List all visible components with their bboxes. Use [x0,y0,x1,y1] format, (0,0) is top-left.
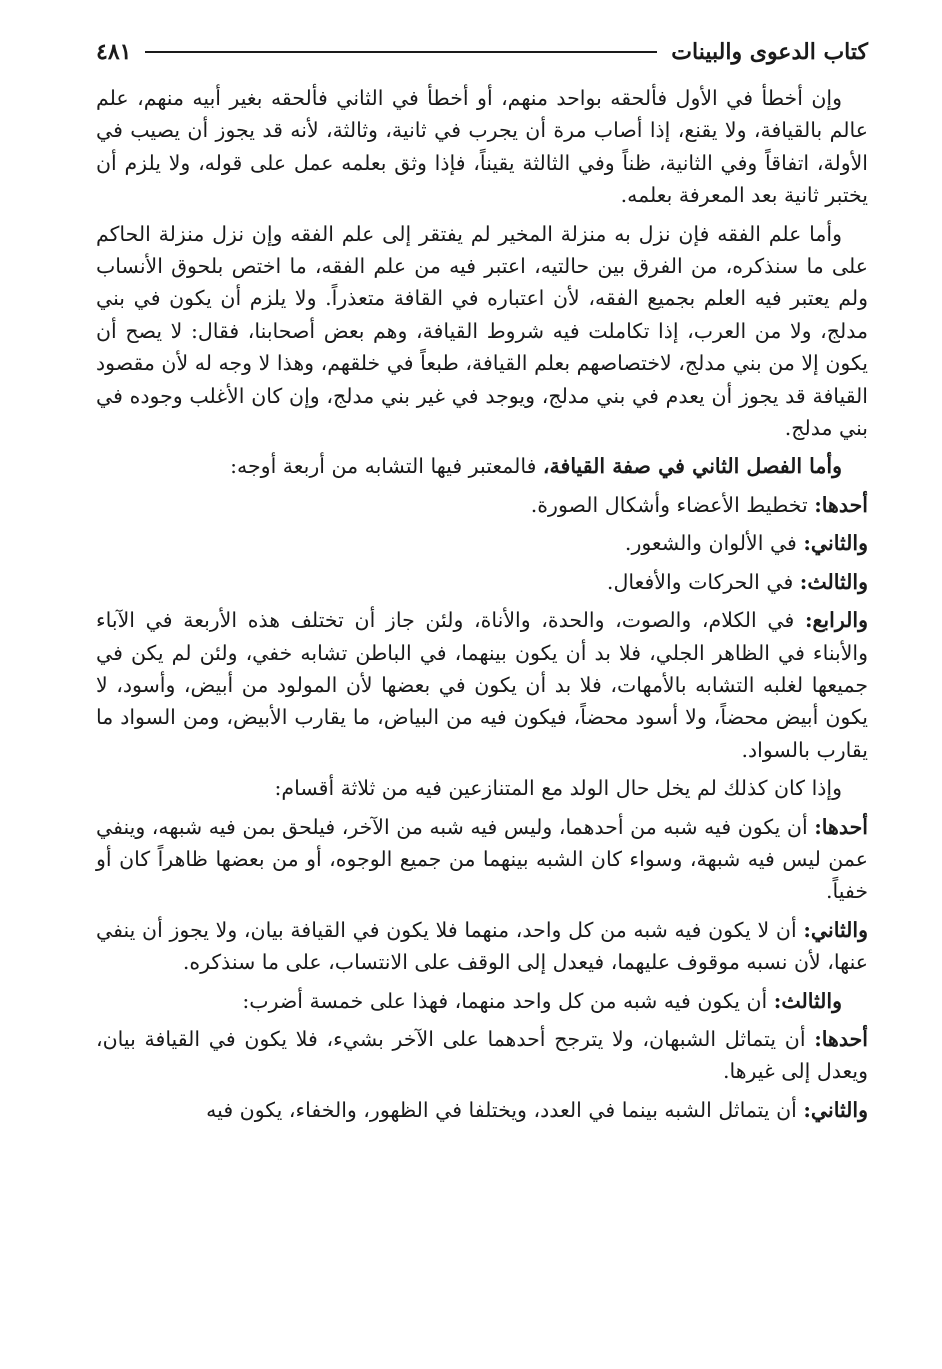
list-item: والثاني: أن يتماثل الشبه بينما في العدد، ويختلفا في الظهور، والخفاء، يكون فيه [206,1097,868,1122]
list-item: أحدها: أن يكون فيه شبه من أحدهما، وليس فيه شبه من الآخر، فيلحق بمن فيه شبهه، وينفي عمن ليس فيه شبهة، وسواء كان الشبه بينهما من جميع الوجوه، أو من بعضها ظاهراً كان أو خفياً. [96,814,868,904]
header-rule [145,51,657,53]
paragraph: وإن أخطأ في الأول فألحقه بواحد منهم، أو أخطأ في الثاني فألحقه بغير أبيه منهم، علم عالم بالقيافة، ولا يقنع، إذا أصاب مرة أن يجرب في ثانية، وثالثة، لأنه قد يجوز أن يصيب في الأولة، اتفاقاً وفي الثانية، ظناً وفي الثالثة يقيناً، فإذا وثق بعلمه عمل على قوله، ولا يلزم أن يختبر ثانية بعد المعرفة بعلمه. [96,86,868,208]
list-item: والرابع: في الكلام، والصوت، والحدة، والأناة، ولئن جاز أن تختلف هذه الأربعة في الآباء والأبناء في الظاهر الجلي، فلا بد أن يكون بينهما، في الباطن تشابه خفي، ولئن لم يكن في جميعها لغلبه التشابه بالأمهات، فلا بد أن يكون في بعضها لأن المولود من أبيض، وأسود، لا يكون أبيض محضاً، ولا أسود محضاً، فيكون فيه من البياض، ما يقارب الأبيض، ومن السواد ما يقارب بالسواد. [96,608,868,762]
list-item: والثالث: أن يكون فيه شبه من كل واحد منهما، فهذا على خمسة أضرب: [242,988,842,1013]
paragraph: وأما علم الفقه فإن نزل به منزلة المخير لم يفتقر إلى علم الفقه وإن نزل منزلة الحاكم على ما سنذكره، من الفرق بين حالتيه، اعتبر فيه من علم الفقه، ما اختص بلحوق الأنساب ولم يعتبر فيه العلم بجميع الفقه، لأن اعتباره في القافة متعذراً. ولا يلزم أن يكون في بني مدلج، ولا من العرب، إذا تكاملت فيه شروط القيافة، وهم بعض أصحابنا، فقال: لا يصح أن يكون إلا من بني مدلج، لاختصاصهم بعلم القيافة، طبعاً في خلقهم، وهذا لا وجه له لأن مقصود القيافة قد يجوز أن يعدم في بني مدلج، ويوجد في غير بني مدلج، وإن كان الأغلب وجوده في بني مدلج. [96,221,868,441]
list-item: والثاني: أن لا يكون فيه شبه من كل واحد، منهما فلا يكون في القيافة بيان، ولا يجوز أن ينفي عنها، لأن نسبه موقوف عليهما، فيعدل إلى الوقف على الانتساب، على ما سنذكره. [96,917,868,975]
list-item: أحدها: أن يتماثل الشبهان، ولا يترجح أحدهما على الآخر بشيء، فلا يكون في القيافة بيان، ويعدل إلى غيرها. [96,1026,868,1084]
list-item: أحدها: تخطيط الأعضاء وأشكال الصورة. [530,492,868,517]
list-item: والثاني: في الألوان والشعور. [624,531,868,556]
section-heading-paragraph: وأما الفصل الثاني في صفة القيافة، فالمعتبر فيها التشابه من أربعة أوجه: [230,454,842,479]
body-text [96,82,868,1126]
book-title: كتاب الدعوى والبينات [671,39,868,65]
document-page [96,30,868,1132]
page-number: ٤٨١ [96,39,132,65]
paragraph: وإذا كان كذلك لم يخل حال الولد مع المتنازعين فيه من ثلاثة أقسام: [274,776,842,801]
running-header [96,30,868,74]
list-item: والثالث: في الحركات والأفعال. [606,569,868,594]
